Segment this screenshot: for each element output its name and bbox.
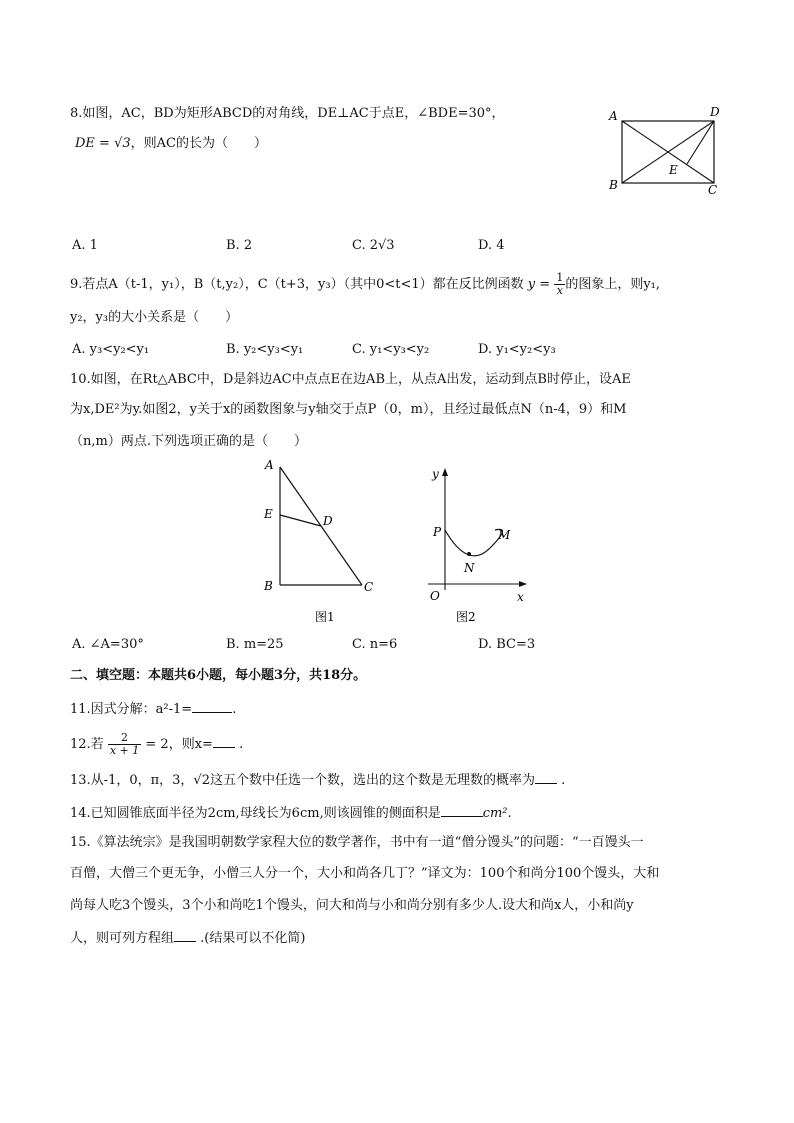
q10-figure1-triangle xyxy=(255,455,390,630)
label-y: y xyxy=(432,467,439,481)
label-n: N xyxy=(464,561,475,575)
q10-option-b: B. m=25 xyxy=(226,637,284,652)
q11-line xyxy=(70,699,236,720)
q9-func-lhs: y = xyxy=(527,277,551,292)
q14-line xyxy=(70,803,512,824)
q10-line2: 为x,DE²为y.如图2，y关于x的函数图象与y轴交于点P（0，m），且经过最低点N（n-4，9）和M xyxy=(70,402,627,417)
label-b: B xyxy=(264,579,273,593)
q8-option-d: D. 4 xyxy=(478,238,505,253)
q8-line2-text: ，则AC的长为（ ） xyxy=(130,136,267,151)
q13-tail: . xyxy=(561,773,566,788)
q12-tail: . xyxy=(239,737,244,752)
q8-option-c: C. 2√3 xyxy=(352,238,395,253)
q10-figure2-graph xyxy=(420,460,535,625)
label-d: D xyxy=(710,105,720,119)
q9-option-d: D. y₁<y₂<y₃ xyxy=(478,342,556,357)
q11-answer-blank[interactable] xyxy=(192,699,232,713)
q8-rectangle-figure xyxy=(600,100,730,200)
label-e: E xyxy=(264,507,273,521)
label-a: A xyxy=(609,109,618,123)
x-axis-arrow xyxy=(519,581,527,587)
q9-option-a: A. y₃<y₂<y₁ xyxy=(72,342,150,357)
q9-line1 xyxy=(70,272,660,297)
q12-eq: = 2 xyxy=(145,737,169,752)
q13-answer-blank[interactable] xyxy=(535,770,557,784)
q10-line3: （n,m）两点.下列选项正确的是（ ） xyxy=(70,434,307,449)
section2-heading: 二、填空题：本题共6小题，每小题3分，共18分。 xyxy=(70,668,367,683)
q9-option-b: B. y₂<y₃<y₁ xyxy=(226,342,304,357)
q12-frac-num: 2 xyxy=(108,732,141,745)
q14-unit: cm². xyxy=(482,806,512,821)
q14-text: 14.已知圆锥底面半径为2cm,母线长为6cm,则该圆锥的侧面积是 xyxy=(70,806,441,821)
q11-tail: . xyxy=(232,702,237,717)
label-d: D xyxy=(323,514,333,528)
q8-option-a: A. 1 xyxy=(72,238,98,253)
q12-fraction xyxy=(108,732,141,757)
q10-line1: 10.如图，在Rt△ABC中，D是斜边AC中点点E在边AB上，从点A出发，运动到点B时停止，设AE xyxy=(70,372,631,387)
q15-line4 xyxy=(70,928,305,949)
q9-fraction xyxy=(554,272,565,297)
label-b: B xyxy=(609,178,618,192)
q14-answer-blank[interactable] xyxy=(441,803,483,817)
q10-option-d: D. BC=3 xyxy=(478,637,536,652)
label-c: C xyxy=(364,580,374,594)
q15-answer-blank[interactable] xyxy=(174,928,196,942)
q8-math-de: DE = √3 xyxy=(75,136,131,151)
segment-de xyxy=(687,121,714,164)
q9-frac-den: x xyxy=(556,284,563,297)
label-m: M xyxy=(498,528,511,542)
y-axis-arrow xyxy=(442,468,448,476)
q9-frac-num: 1 xyxy=(556,271,564,284)
q13-line xyxy=(70,770,565,791)
label-x: x xyxy=(517,590,524,604)
q15-line4-post: .(结果可以不化简) xyxy=(200,931,306,946)
q13-text: 13.从-1，0，π，3，√2这五个数中任选一个数，选出的这个数是无理数的概率为 xyxy=(70,773,535,788)
q9-option-c: C. y₁<y₃<y₂ xyxy=(352,342,430,357)
q8-option-b: B. 2 xyxy=(226,238,253,253)
label-e: E xyxy=(669,163,678,177)
fig2-caption: 图2 xyxy=(456,610,476,624)
label-p: P xyxy=(433,525,442,539)
q9-line1-post: 的图象上，则y₁, xyxy=(565,277,661,292)
q12-line xyxy=(70,732,243,757)
parabola-curve xyxy=(445,529,502,555)
q12-pre: 12.若 xyxy=(70,737,104,752)
q10-option-a: A. ∠A=30° xyxy=(72,637,144,652)
q15-line4-pre: 人，则可列方程组 xyxy=(70,931,175,946)
q8-line2 xyxy=(75,134,267,154)
q15-line2: 百僧，大僧三个更无争，小僧三人分一个，大小和尚各几丁？”译文为：100个和尚分100个馒头，大和 xyxy=(70,866,660,881)
q10-option-c: C. n=6 xyxy=(352,637,398,652)
fig1-caption: 图1 xyxy=(315,610,335,624)
q12-answer-blank[interactable] xyxy=(213,734,235,748)
q15-line3: 尚每人吃3个馒头，3个小和尚吃1个馒头，问大和尚与小和尚分别有多少人.设大和尚x人，小和尚y xyxy=(70,898,634,913)
label-c: C xyxy=(708,183,718,197)
q9-line2: y₂，y₃的大小关系是（ ） xyxy=(70,310,239,325)
q8-line1: 8.如图，AC，BD为矩形ABCD的对角线，DE⊥AC于点E，∠BDE=30°， xyxy=(70,106,505,121)
label-a: A xyxy=(265,458,274,472)
q12-frac-den: x + 1 xyxy=(109,744,140,757)
q12-post: ，则x= xyxy=(168,737,213,752)
q15-line1: 15.《算法统宗》是我国明朝数学家程大位的数学著作，书中有一道“僧分馒头”的问题：“一百馒头一 xyxy=(70,835,644,850)
q9-line1-pre: 9.若点A（t-1，y₁），B（t,y₂），C（t+3，y₃）（其中0<t<1）都在反比例函数 xyxy=(70,277,524,292)
point-n xyxy=(467,552,471,556)
q11-text: 11.因式分解：a²-1= xyxy=(70,702,193,717)
label-o: O xyxy=(430,589,440,603)
